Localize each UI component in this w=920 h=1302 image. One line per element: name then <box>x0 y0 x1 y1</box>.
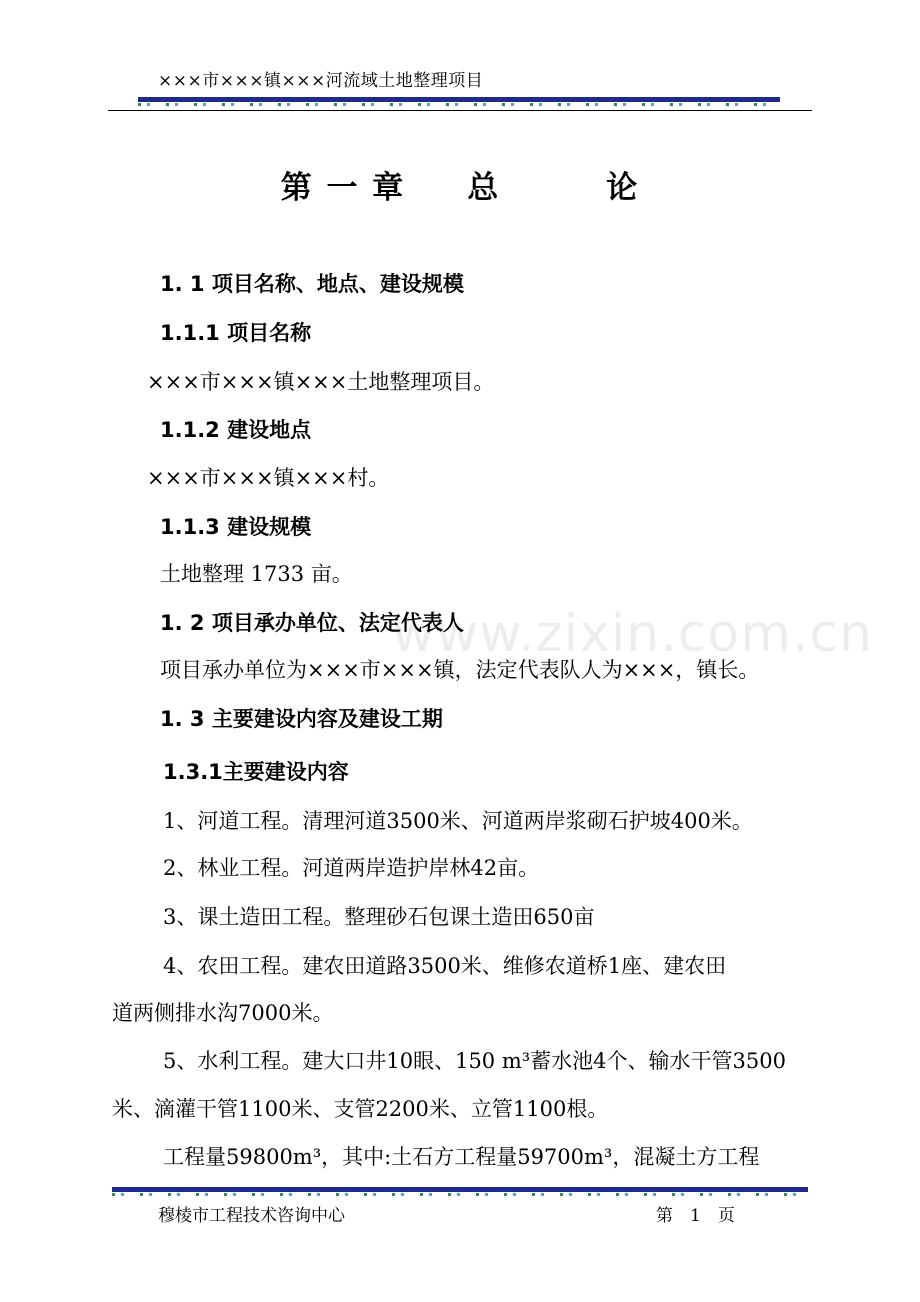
list-item-water-line2: 米、滴灌干管1100米、支管2200米、立管1100根。 <box>112 1097 609 1121</box>
heading-1-1: 1. 1 项目名称、地点、建设规模 <box>160 272 464 296</box>
heading-1-1-2: 1.1.2 建设地点 <box>160 418 312 442</box>
header-rule-thick <box>138 97 780 102</box>
footer-rule-dots <box>112 1193 808 1196</box>
paragraph-quantity: 工程量59800m³，其中:土石方工程量59700m³，混凝土方工程 <box>163 1145 760 1169</box>
chapter-word-1: 总 <box>467 170 501 206</box>
heading-1-3-1: 1.3.1主要建设内容 <box>163 760 349 784</box>
paragraph-project-name: ×××市×××镇×××土地整理项目。 <box>147 370 495 394</box>
heading-1-3: 1. 3 主要建设内容及建设工期 <box>160 707 443 731</box>
list-item-forestry: 2、林业工程。河道两岸造护岸林42亩。 <box>163 856 540 880</box>
chapter-prefix: 第 一 章 <box>280 170 406 206</box>
heading-1-2: 1. 2 项目承办单位、法定代表人 <box>160 611 464 635</box>
paragraph-organization: 项目承办单位为×××市×××镇，法定代表队人为×××，镇长。 <box>160 658 760 682</box>
running-header: ×××市×××镇×××河流域土地整理项目 <box>158 71 484 91</box>
chapter-title <box>0 162 920 207</box>
paragraph-scale: 土地整理 1733 亩。 <box>160 562 353 586</box>
list-item-farmland-line1: 4、农田工程。建农田道路3500米、维修农道桥1座、建农田 <box>163 954 727 978</box>
list-item-farmland-line2: 道两侧排水沟7000米。 <box>112 1001 334 1025</box>
page-number: 第 1 页 <box>656 1206 735 1226</box>
list-item-river: 1、河道工程。清理河道3500米、河道两岸浆砌石护坡400米。 <box>163 809 753 833</box>
chapter-word-2: 论 <box>606 170 640 206</box>
heading-1-1-3: 1.1.3 建设规模 <box>160 515 312 539</box>
paragraph-location: ×××市×××镇×××村。 <box>147 466 390 490</box>
list-item-land: 3、课土造田工程。整理砂石包课土造田650亩 <box>163 905 595 929</box>
heading-1-1-1: 1.1.1 项目名称 <box>160 321 312 345</box>
header-rule-dots <box>138 103 780 106</box>
footer-organization: 穆棱市工程技术咨询中心 <box>158 1206 345 1226</box>
watermark: www.zixin.com.cn <box>392 604 873 664</box>
list-item-water-line1: 5、水利工程。建大口井10眼、150 m³蓄水池4个、输水干管3500 <box>163 1049 786 1073</box>
footer-rule-thick <box>112 1187 808 1192</box>
header-rule-thin <box>108 110 812 111</box>
